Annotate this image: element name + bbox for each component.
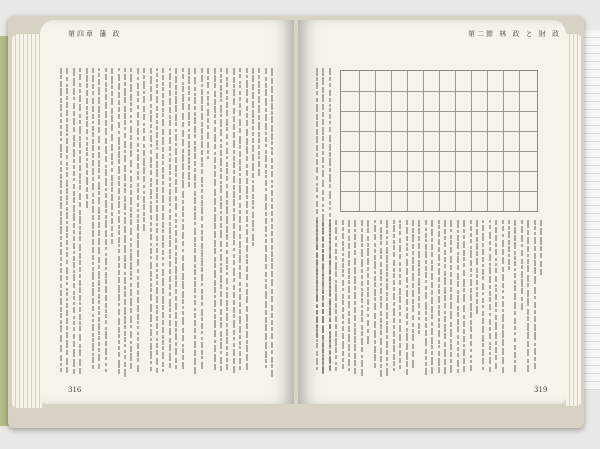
right-page-table xyxy=(340,70,538,212)
table-column-rule xyxy=(487,71,488,211)
table-column-rule xyxy=(503,71,504,211)
left-running-head: 第四章 藩 政 xyxy=(68,30,122,38)
table-column-rule xyxy=(455,71,456,211)
left-page xyxy=(40,20,294,404)
table-column-rule xyxy=(423,71,424,211)
right-page-number: 319 xyxy=(534,386,548,394)
right-page xyxy=(298,20,566,404)
table-column-rule xyxy=(375,71,376,211)
right-running-head: 第二節 林 政 と 財 政 xyxy=(468,30,562,38)
table-column-rule xyxy=(439,71,440,211)
table-column-rule xyxy=(407,71,408,211)
table-column-rule xyxy=(359,71,360,211)
table-column-rule xyxy=(471,71,472,211)
left-page-edges xyxy=(12,34,42,408)
right-page-edges xyxy=(566,34,582,406)
left-page-number: 316 xyxy=(68,386,82,394)
table-column-rule xyxy=(519,71,520,211)
table-column-rule xyxy=(391,71,392,211)
